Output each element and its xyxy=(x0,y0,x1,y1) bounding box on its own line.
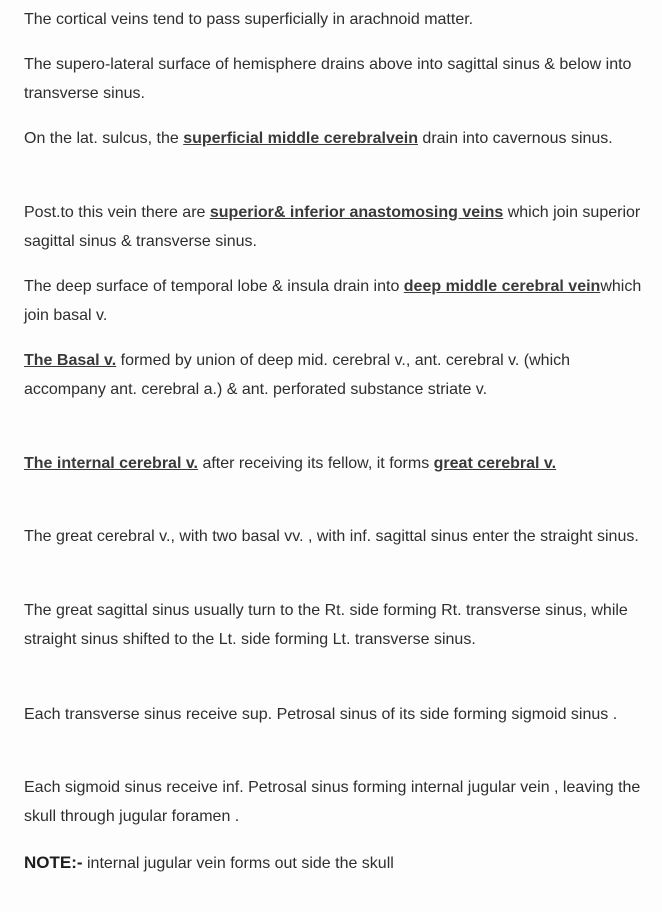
note-label: NOTE:- xyxy=(24,853,83,872)
underlined-term: The Basal v. xyxy=(24,352,117,369)
paragraph-supero-lateral-surface xyxy=(24,50,650,108)
paragraph-text: The deep surface of temporal lobe & insula drain into xyxy=(24,278,404,295)
paragraph-basal-vein xyxy=(24,346,650,404)
underlined-term: deep middle cerebral vein xyxy=(403,278,601,295)
underlined-term: great cerebral v. xyxy=(433,455,557,472)
paragraph-transverse-sinus xyxy=(24,700,650,729)
paragraph-note xyxy=(24,848,650,878)
paragraph-anastomosing-veins xyxy=(24,198,650,256)
paragraph-text: On the lat. sulcus, the xyxy=(24,130,184,147)
note-text: internal jugular vein forms out side the skull xyxy=(82,855,394,872)
paragraph-text: drain into cavernous sinus. xyxy=(417,130,613,147)
paragraph-deep-surface xyxy=(24,272,650,330)
paragraph-text: The great cerebral v., with two basal vv. , with inf. sagittal sinus enter the straight sinus. xyxy=(24,528,639,545)
paragraph-text: formed by union of deep mid. cerebral v., ant. cerebral v. (which accompany ant. cerebral a.) & ant. perforated substance striate v. xyxy=(24,352,571,398)
paragraph-cortical-veins xyxy=(24,5,650,34)
paragraph-internal-cerebral-vein xyxy=(24,449,650,478)
paragraph-lateral-sulcus xyxy=(24,124,650,153)
paragraph-text: The great sagittal sinus usually turn to the Rt. side forming Rt. transverse sinus, while straight sinus shifted to the Lt. side forming Lt. transverse sinus. xyxy=(24,602,628,648)
paragraph-sigmoid-sinus xyxy=(24,773,650,831)
paragraph-text: which join superior sagittal sinus & transverse sinus. xyxy=(24,204,641,250)
paragraph-great-cerebral-vein xyxy=(24,522,650,551)
paragraph-text: which join basal v. xyxy=(24,278,642,324)
paragraph-text: The supero-lateral surface of hemisphere drains above into sagittal sinus & below into transverse sinus. xyxy=(24,56,632,102)
underlined-term: superior& inferior anastomosing veins xyxy=(209,204,504,221)
paragraph-text: Post.to this vein there are xyxy=(24,204,210,221)
paragraph-text: Each transverse sinus receive sup. Petrosal sinus of its side forming sigmoid sinus . xyxy=(24,706,618,723)
paragraph-text: The cortical veins tend to pass superficially in arachnoid matter. xyxy=(24,11,474,28)
paragraph-great-sagittal-sinus xyxy=(24,596,650,654)
underlined-term: superficial middle cerebralvein xyxy=(183,130,418,147)
underlined-term: The internal cerebral v. xyxy=(24,455,198,472)
paragraph-text: after receiving its fellow, it forms xyxy=(198,455,434,472)
paragraph-text: Each sigmoid sinus receive inf. Petrosal sinus forming internal jugular vein , leaving the skull through jugular foramen . xyxy=(24,779,641,825)
